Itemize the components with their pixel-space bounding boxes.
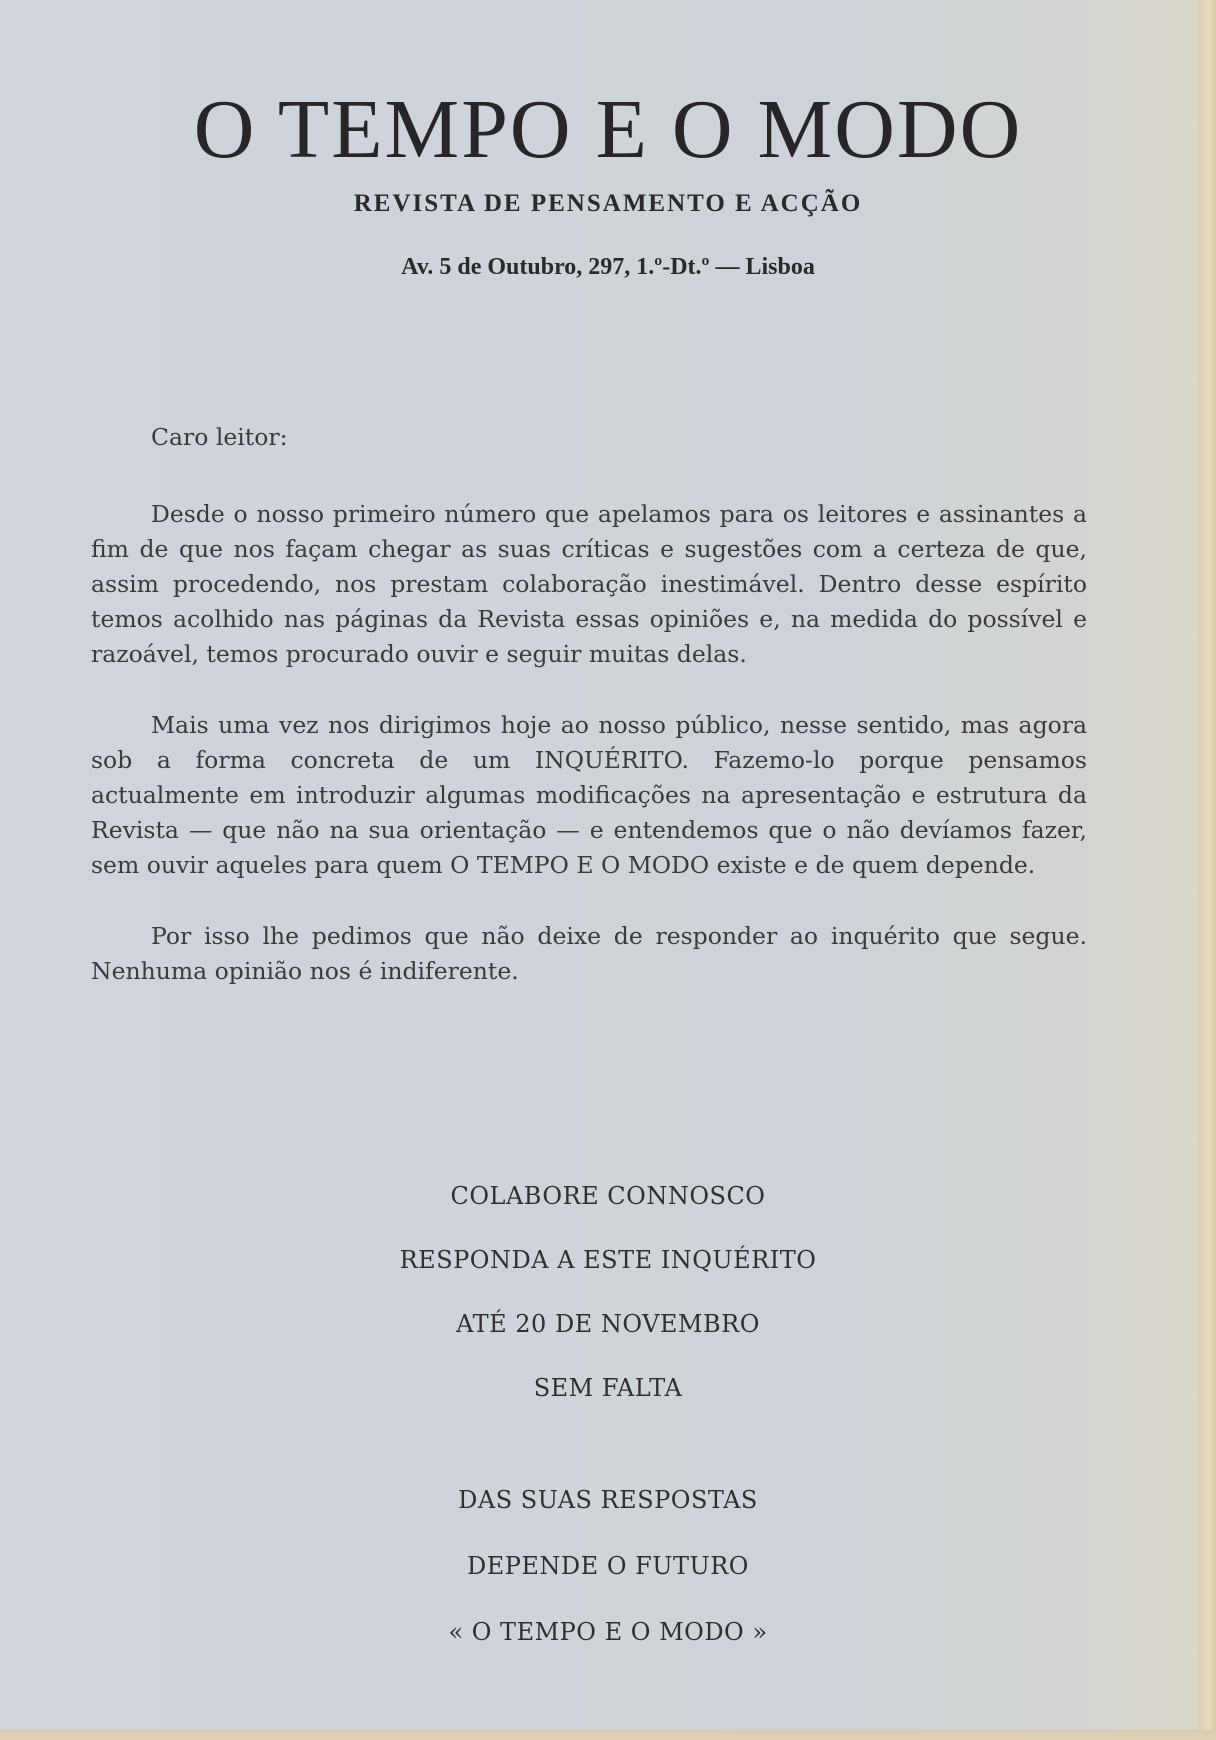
callout-das-suas-respostas: DAS SUAS RESPOSTAS: [458, 1486, 758, 1514]
masthead-title: O TEMPO E O MODO: [193, 83, 1023, 176]
letter-paragraph-2: Mais uma vez nos dirigimos hoje ao nosso público, nesse sentido, mas agora sob a forma concreta de um INQUÉRITO. Fazemo-lo porque pensamos actualmente em introduzir algumas modificações na apresentação e estrutura da Revista — que não na sua orientação — e entendemos que o não devíamos fazer, sem ouvir aqueles para quem O TEMPO E O MODO existe e de quem depende.: [91, 711, 1087, 879]
callout-deadline: ATÉ 20 DE NOVEMBRO: [456, 1310, 760, 1338]
callout-sem-falta: SEM FALTA: [533, 1374, 683, 1402]
callout-depende-o-futuro: DEPENDE O FUTURO: [467, 1552, 749, 1580]
callout-colabore: COLABORE CONNOSCO: [450, 1182, 766, 1210]
letter-paragraph-3: Por isso lhe pedimos que não deixe de responder ao inquérito que segue. Nenhuma opinião nos é indiferente.: [91, 922, 1087, 985]
paper-edge-bottom: [0, 1730, 1216, 1740]
letter-body: [91, 420, 1087, 1025]
callout-responda: RESPONDA A ESTE INQUÉRITO: [399, 1246, 817, 1274]
callout-magazine-name: « O TEMPO E O MODO »: [448, 1618, 768, 1646]
letter-paragraph-1: Desde o nosso primeiro número que apelamos para os leitores e assinantes a fim de que nos façam chegar as suas críticas e sugestões com a certeza de que, assim procedendo, nos prestam colaboração inestimável. Dentro desse espírito temos acolhido nas páginas da Revista essas opiniões e, na medida do possível e razoável, temos procurado ouvir e seguir muitas delas.: [91, 500, 1087, 668]
masthead-address: Av. 5 de Outubro, 297, 1.º-Dt.º — Lisboa: [401, 254, 815, 280]
letter-salutation: Caro leitor:: [151, 423, 288, 451]
masthead-subtitle: REVISTA DE PENSAMENTO E ACÇÃO: [353, 190, 863, 217]
